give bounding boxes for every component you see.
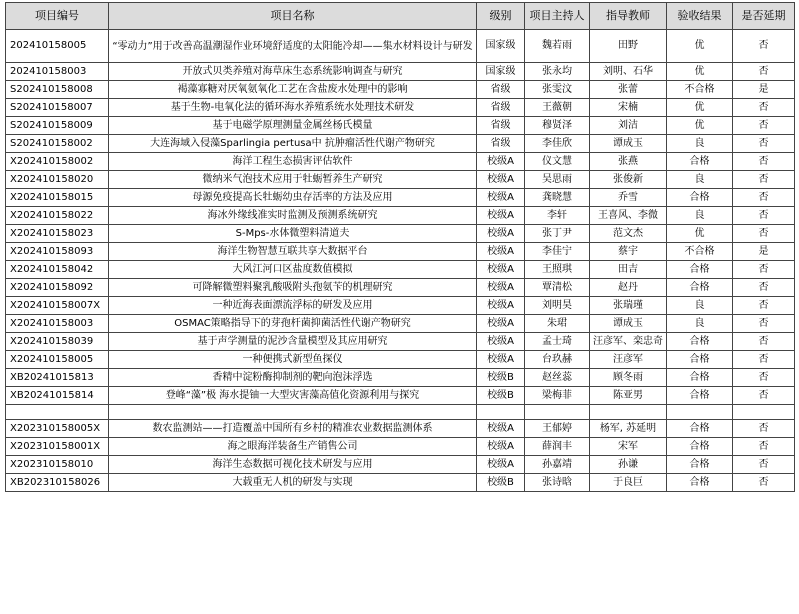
cell-project-name: 海洋工程生态损害评估软件: [109, 153, 477, 171]
cell-delay: 否: [733, 438, 795, 456]
cell-result: 不合格: [667, 243, 733, 261]
cell-result: 良: [667, 297, 733, 315]
cell-project-id: X202410158092: [6, 279, 109, 297]
cell-delay: 否: [733, 207, 795, 225]
cell-delay: [733, 405, 795, 420]
cell-result: 合格: [667, 333, 733, 351]
cell-advisor: 范文杰: [590, 225, 667, 243]
cell-delay: 否: [733, 117, 795, 135]
cell-result: 优: [667, 99, 733, 117]
header-project-name: 项目名称: [109, 3, 477, 30]
table-row: [6, 117, 795, 135]
cell-leader: 张丁尹: [525, 225, 590, 243]
cell-leader: 穆贤泽: [525, 117, 590, 135]
cell-leader: 覃清松: [525, 279, 590, 297]
cell-project-name: 数农监测站——打造覆盖中国所有乡村的精准农业数据监测体系: [109, 420, 477, 438]
cell-result: 优: [667, 117, 733, 135]
cell-result: 合格: [667, 153, 733, 171]
cell-level: 校级A: [477, 315, 525, 333]
cell-advisor: 乔雪: [590, 189, 667, 207]
cell-leader: 孟士琦: [525, 333, 590, 351]
cell-delay: 是: [733, 81, 795, 99]
cell-project-id: S202410158007: [6, 99, 109, 117]
cell-level: 校级A: [477, 438, 525, 456]
table-row: [6, 225, 795, 243]
cell-delay: 否: [733, 99, 795, 117]
header-level: 级别: [477, 3, 525, 30]
table-row: [6, 297, 795, 315]
cell-advisor: 田野: [590, 30, 667, 63]
table-row: [6, 456, 795, 474]
cell-project-id: X202410158007X: [6, 297, 109, 315]
cell-project-id: X202410158020: [6, 171, 109, 189]
table-row: [6, 405, 795, 420]
table-body: [6, 30, 795, 492]
cell-delay: 否: [733, 315, 795, 333]
cell-leader: [525, 405, 590, 420]
cell-level: 国家级: [477, 63, 525, 81]
cell-leader: 龚晓慧: [525, 189, 590, 207]
cell-project-id: S202410158009: [6, 117, 109, 135]
cell-level: 省级: [477, 135, 525, 153]
cell-advisor: 顾冬雨: [590, 369, 667, 387]
cell-project-name: 登峰“藻”极 海水提铀一大型灾害藻高值化资源利用与探究: [109, 387, 477, 405]
cell-result: 优: [667, 30, 733, 63]
table-row: [6, 369, 795, 387]
cell-project-id: X202410158039: [6, 333, 109, 351]
cell-project-id: X202410158015: [6, 189, 109, 207]
header-row: [6, 3, 795, 30]
cell-leader: 刘明昊: [525, 297, 590, 315]
cell-result: 合格: [667, 387, 733, 405]
cell-result: 良: [667, 171, 733, 189]
cell-level: 省级: [477, 81, 525, 99]
cell-leader: 孙嘉靖: [525, 456, 590, 474]
cell-leader: 薛润丰: [525, 438, 590, 456]
cell-level: 校级A: [477, 333, 525, 351]
cell-leader: 王郁婷: [525, 420, 590, 438]
cell-advisor: 蔡宇: [590, 243, 667, 261]
cell-project-id: XB20241015813: [6, 369, 109, 387]
table-row: [6, 99, 795, 117]
cell-leader: 魏若雨: [525, 30, 590, 63]
cell-result: 合格: [667, 369, 733, 387]
cell-leader: 李佳欣: [525, 135, 590, 153]
cell-level: 校级A: [477, 189, 525, 207]
cell-project-name: 一种便携式新型鱼探仪: [109, 351, 477, 369]
cell-project-name: 基于电磁学原理测量金属丝杨氏模量: [109, 117, 477, 135]
table-row: [6, 261, 795, 279]
cell-project-name: 大连海域入侵藻Sparlingia pertusa中 抗肿瘤活性代谢产物研究: [109, 135, 477, 153]
cell-advisor: 陈亚男: [590, 387, 667, 405]
cell-project-id: 202410158005: [6, 30, 109, 63]
cell-project-name: 大载重无人机的研发与实现: [109, 474, 477, 492]
cell-advisor: 杨军, 苏延明: [590, 420, 667, 438]
cell-leader: 梁梅菲: [525, 387, 590, 405]
cell-advisor: 汪彦军: [590, 351, 667, 369]
header-project-id: 项目编号: [6, 3, 109, 30]
cell-delay: 否: [733, 420, 795, 438]
cell-delay: 否: [733, 153, 795, 171]
cell-project-name: 基于声学测量的泥沙含量模型及其应用研究: [109, 333, 477, 351]
cell-level: 省级: [477, 99, 525, 117]
cell-delay: 否: [733, 456, 795, 474]
cell-result: 合格: [667, 438, 733, 456]
table-row: [6, 135, 795, 153]
cell-delay: 否: [733, 135, 795, 153]
cell-delay: 否: [733, 225, 795, 243]
cell-level: 校级A: [477, 225, 525, 243]
cell-advisor: 汪彦军、栾忠奇: [590, 333, 667, 351]
cell-project-id: XB20241015814: [6, 387, 109, 405]
table-row: [6, 351, 795, 369]
cell-advisor: 张蕾: [590, 81, 667, 99]
table-row: [6, 333, 795, 351]
cell-project-name: 香精中淀粉酶抑制剂的靶向泡沫浮选: [109, 369, 477, 387]
table-row: [6, 207, 795, 225]
table-row: [6, 474, 795, 492]
cell-result: 合格: [667, 351, 733, 369]
cell-result: 合格: [667, 279, 733, 297]
cell-level: [477, 405, 525, 420]
table-row: [6, 30, 795, 63]
cell-project-name: 一种近海表面漂流浮标的研发及应用: [109, 297, 477, 315]
header-result: 验收结果: [667, 3, 733, 30]
cell-level: 校级A: [477, 420, 525, 438]
table-row: [6, 171, 795, 189]
cell-advisor: 于良巨: [590, 474, 667, 492]
cell-advisor: 刘洁: [590, 117, 667, 135]
cell-project-name: 褐藻寡糖对厌氧氨氧化工艺在含盐废水处理中的影响: [109, 81, 477, 99]
cell-project-id: X202410158023: [6, 225, 109, 243]
cell-delay: 否: [733, 261, 795, 279]
header-delay: 是否延期: [733, 3, 795, 30]
cell-result: 良: [667, 315, 733, 333]
cell-result: 良: [667, 135, 733, 153]
cell-leader: 王薇朝: [525, 99, 590, 117]
cell-level: 校级A: [477, 456, 525, 474]
table-row: [6, 63, 795, 81]
table-row: [6, 243, 795, 261]
cell-result: 优: [667, 225, 733, 243]
cell-delay: 否: [733, 297, 795, 315]
cell-advisor: 宋楠: [590, 99, 667, 117]
cell-project-id: S202410158008: [6, 81, 109, 99]
cell-leader: 朱珺: [525, 315, 590, 333]
cell-delay: 否: [733, 387, 795, 405]
cell-result: 合格: [667, 189, 733, 207]
cell-delay: 否: [733, 369, 795, 387]
cell-result: 合格: [667, 420, 733, 438]
table-row: [6, 438, 795, 456]
cell-project-name: 可降解微塑料聚乳酸吸附头孢氨苄的机理研究: [109, 279, 477, 297]
cell-level: 校级B: [477, 369, 525, 387]
table-row: [6, 279, 795, 297]
cell-result: 合格: [667, 474, 733, 492]
cell-advisor: 谭成玉: [590, 135, 667, 153]
cell-result: 不合格: [667, 81, 733, 99]
cell-level: 校级A: [477, 351, 525, 369]
cell-advisor: 田吉: [590, 261, 667, 279]
cell-project-id: X202410158093: [6, 243, 109, 261]
cell-project-name: [109, 405, 477, 420]
cell-project-id: X202410158005: [6, 351, 109, 369]
cell-project-id: X202310158001X: [6, 438, 109, 456]
cell-advisor: 孙谦: [590, 456, 667, 474]
cell-project-name: OSMAC策略指导下的芽孢杆菌抑菌活性代谢产物研究: [109, 315, 477, 333]
cell-project-id: S202410158002: [6, 135, 109, 153]
cell-result: 良: [667, 207, 733, 225]
cell-delay: 否: [733, 30, 795, 63]
cell-project-id: [6, 405, 109, 420]
cell-level: 校级A: [477, 171, 525, 189]
cell-advisor: 赵丹: [590, 279, 667, 297]
cell-leader: 李轩: [525, 207, 590, 225]
cell-level: 校级A: [477, 279, 525, 297]
cell-project-id: 202410158003: [6, 63, 109, 81]
cell-project-id: X202310158005X: [6, 420, 109, 438]
cell-leader: 李佳宁: [525, 243, 590, 261]
cell-level: 校级B: [477, 387, 525, 405]
cell-leader: 张雯汶: [525, 81, 590, 99]
cell-leader: 张永均: [525, 63, 590, 81]
cell-delay: 否: [733, 351, 795, 369]
header-advisor: 指导教师: [590, 3, 667, 30]
table-row: [6, 315, 795, 333]
cell-result: 合格: [667, 456, 733, 474]
cell-project-id: X202410158022: [6, 207, 109, 225]
cell-project-name: 海洋生物智慧互联共享大数据平台: [109, 243, 477, 261]
cell-project-name: 母源免疫提高长牡蛎幼虫存活率的方法及应用: [109, 189, 477, 207]
cell-delay: 否: [733, 474, 795, 492]
project-acceptance-table: [5, 2, 795, 492]
cell-project-name: 海之眼海洋装备生产销售公司: [109, 438, 477, 456]
cell-delay: 否: [733, 63, 795, 81]
cell-leader: 张诗晗: [525, 474, 590, 492]
cell-project-name: 开放式贝类养殖对海草床生态系统影响调查与研究: [109, 63, 477, 81]
cell-delay: 否: [733, 171, 795, 189]
cell-leader: 吴思雨: [525, 171, 590, 189]
cell-project-id: X202410158003: [6, 315, 109, 333]
cell-project-id: X202410158002: [6, 153, 109, 171]
cell-project-name: S-Mps-水体微塑料清道夫: [109, 225, 477, 243]
cell-advisor: 王喜风、李微: [590, 207, 667, 225]
cell-project-id: XB202310158026: [6, 474, 109, 492]
cell-level: 校级B: [477, 474, 525, 492]
cell-delay: 是: [733, 243, 795, 261]
cell-delay: 否: [733, 189, 795, 207]
cell-result: 合格: [667, 261, 733, 279]
cell-level: 校级A: [477, 153, 525, 171]
cell-level: 校级A: [477, 297, 525, 315]
cell-leader: 赵丝蕊: [525, 369, 590, 387]
cell-level: 校级A: [477, 207, 525, 225]
cell-advisor: 张燕: [590, 153, 667, 171]
cell-project-name: “零动力”用于改善高温潮湿作业环境舒适度的太阳能冷却——集水材料设计与研发: [109, 30, 477, 63]
cell-project-name: 海洋生态数据可视化技术研发与应用: [109, 456, 477, 474]
table-row: [6, 387, 795, 405]
cell-project-name: 微纳米气泡技术应用于牡蛎暂养生产研究: [109, 171, 477, 189]
cell-result: [667, 405, 733, 420]
cell-project-name: 基于生物-电氧化法的循环海水养殖系统水处理技术研发: [109, 99, 477, 117]
table-row: [6, 81, 795, 99]
cell-project-id: X202410158042: [6, 261, 109, 279]
cell-level: 校级A: [477, 261, 525, 279]
cell-level: 省级: [477, 117, 525, 135]
cell-project-name: 海冰外缘线准实时监测及预测系统研究: [109, 207, 477, 225]
table-row: [6, 189, 795, 207]
cell-leader: 台玖赫: [525, 351, 590, 369]
cell-delay: 否: [733, 333, 795, 351]
cell-level: 国家级: [477, 30, 525, 63]
cell-level: 校级A: [477, 243, 525, 261]
cell-project-name: 大风江河口区盐度数值模拟: [109, 261, 477, 279]
cell-advisor: 张俊新: [590, 171, 667, 189]
cell-result: 优: [667, 63, 733, 81]
cell-advisor: 谭成玉: [590, 315, 667, 333]
table-row: [6, 420, 795, 438]
cell-advisor: 张瑞瑾: [590, 297, 667, 315]
header-leader: 项目主持人: [525, 3, 590, 30]
cell-delay: 否: [733, 279, 795, 297]
cell-advisor: [590, 405, 667, 420]
cell-advisor: 宋军: [590, 438, 667, 456]
cell-leader: 王照琪: [525, 261, 590, 279]
cell-leader: 仪文慧: [525, 153, 590, 171]
cell-advisor: 刘明、石华: [590, 63, 667, 81]
cell-project-id: X202310158010: [6, 456, 109, 474]
table-row: [6, 153, 795, 171]
